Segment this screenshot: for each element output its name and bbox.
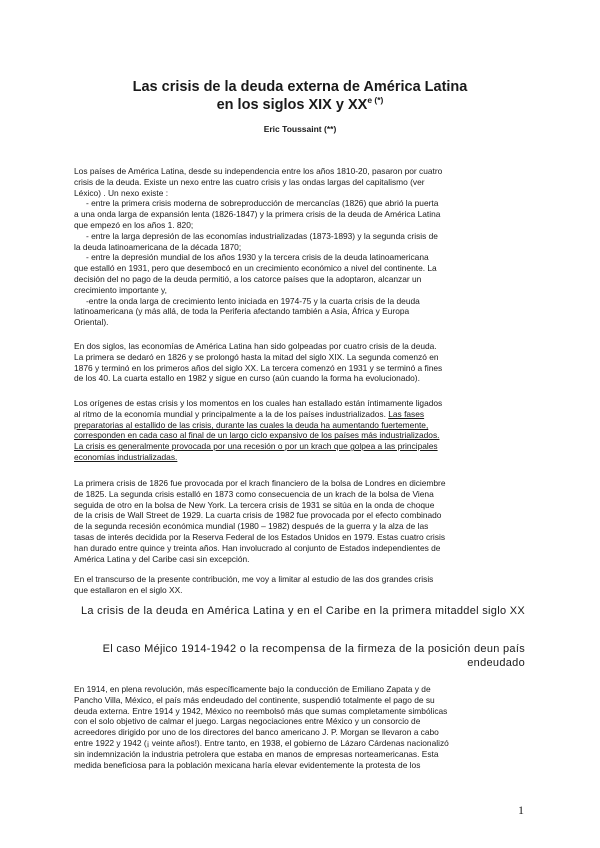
- text-line: decisión del no pago de la deuda permitió, a los catorce países que la adoptaron, alcanzar un: [74, 273, 422, 284]
- text-line: seguida de otro en la bolsa de New York. La tercera crisis de 1931 se sitúa en la onda de choque: [74, 499, 435, 510]
- text-line: -entre la onda larga de crecimiento lento iniciada en 1974-75 y la cuarta crisis de la deuda: [86, 295, 420, 306]
- text-line: - entre la primera crisis moderna de sobreproducción de mercancías (1826) que abrió la puerta: [86, 198, 439, 209]
- text-line: que estalló en 1931, pero que desembocó en un crecimiento económico a nivel del continente. La: [74, 263, 437, 274]
- text-line: El caso Méjico 1914-1942 o la recompensa de la firmeza de la posición de: [102, 643, 487, 655]
- title-superscript: e (*): [367, 95, 384, 106]
- text-line: la deuda latinoamericana de la década 1870;: [74, 241, 242, 252]
- title-line-2: [80, 96, 520, 114]
- text-line: con el solo objetivo de calmar el juego. Largas negociaciones entre México y un consorcio de: [74, 716, 421, 727]
- text-line: han durado entre quince y treinta años. Han involucrado al conjunto de Estados independientes de: [74, 542, 441, 553]
- text-line: entre 1922 y 1942 (¡ veinte años!). Entre tanto, en 1938, el gobierno de Lázaro Cárdenas nacionalizó: [74, 737, 449, 748]
- text-line: Los orígenes de estas crisis y los momentos en los cuales han estallado están íntimamente ligados: [74, 398, 443, 408]
- text-line: sin indemnización la industria petrolera que estaba en manos de empresas norteamericanas. Esta: [74, 748, 439, 759]
- underlined-text-line: economías industrializadas.: [74, 451, 178, 462]
- text-line: latinoamericana (y más allá, de toda la Periferia afectando también a Asia, África y Europa: [74, 306, 410, 317]
- text-line: La primera se dedaró en 1826 y se prolongó hasta la mitad del siglo XIX. La segunda comenzó en: [74, 351, 439, 362]
- paragraph-two-crises-overview: [74, 341, 525, 384]
- text-line: Léxico) . Un nexo existe :: [74, 187, 169, 198]
- text-line: En 1914, en plena revolución, más específicamente bajo la conducción de Emiliano Zapata y de: [74, 684, 431, 694]
- text-line: de la crisis de Wall Street de 1929. La cuarta crisis de 1982 fue provocada por el efecto combinado: [74, 510, 442, 521]
- text-line: crisis de la deuda. Existe un nexo entre las cuatro crisis y las ondas largas del capitalismo (ver: [74, 176, 425, 187]
- text-line: que empezó en los años 1. 820;: [74, 219, 194, 230]
- text-line: un país endeudado: [467, 643, 525, 669]
- title-line-1: Las crisis de la deuda externa de América Latina: [132, 79, 468, 95]
- text-line: Los países de América Latina, desde su independencia entre los años 1810-20, pasaron por cuatro: [74, 166, 443, 176]
- text-line: medida beneficiosa para la población mexicana haría elevar evidentemente la protesta de los: [74, 759, 421, 770]
- underlined-text: Las fases: [388, 408, 425, 419]
- title-line-2-text: en los siglos XIX y XX: [216, 97, 368, 113]
- text-line: 1876 y terminó en los primeros años del siglo XX. La tercera comenzó en 1931 y se terminó a fines: [74, 362, 443, 373]
- text-line: [74, 409, 525, 420]
- author-line: Eric Toussaint (**): [263, 124, 337, 134]
- text-line: deuda externa. Entre 1914 y 1942, México no reembolsó más que sumas completamente simbólicas: [74, 705, 448, 716]
- text-line: de la segunda recesión económica mundial (1980 – 1982) después de la guerra y la alza de las: [74, 521, 429, 532]
- text-line: de los 40. La cuarta estallo en 1982 y sigue en curso (aún cuando la forma ha evolucionado).: [74, 373, 420, 384]
- text-line: del siglo XX: [463, 605, 525, 617]
- text-line: En dos siglos, las economías de América Latina han sido golpeadas por cuatro crisis de la deuda.: [74, 341, 437, 351]
- paragraph-origins: [74, 398, 525, 463]
- text-line: crecimiento importante y,: [74, 284, 167, 295]
- text-line: a una onda larga de expansión lenta (1826-1847) y la primera crisis de la deuda de América Latina: [74, 209, 441, 220]
- paragraph-scope: [74, 574, 525, 596]
- text-line-plain: al ritmo de la economía mundial y principalmente a la de los países industrializados.: [74, 408, 386, 419]
- text-line: tasas de interés decidida por la Reserva Federal de los Estados Unidos en 1979. Estas cuatro crisis: [74, 531, 446, 542]
- text-line: acreedores dirigido por uno de los directores del banco americano J. P. Morgan se llevaron a cabo: [74, 727, 439, 738]
- page-number: 1: [518, 803, 524, 817]
- text-line: En el transcurso de la presente contribución, me voy a limitar al estudio de las dos grandes crisis: [74, 574, 434, 584]
- text-line: La crisis de la deuda en América Latina y en el Caribe en la primera mitad: [80, 605, 464, 617]
- underlined-text-line: La crisis es generalmente provocada por una recesión o por un krach que golpea a las principales: [74, 441, 438, 452]
- text-line: Pancho Villa, México, el país más endeudado del continente, suspendió totalmente el pago de su: [74, 694, 435, 705]
- underlined-text-line: corresponden en cada caso al final de un largo ciclo expansivo de los países más industrializados.: [74, 430, 440, 441]
- text-line: Oriental).: [74, 317, 109, 328]
- paragraph-crisis-triggers: [74, 478, 525, 564]
- document-title: [80, 78, 520, 114]
- text-line: que estallaron en el siglo XX.: [74, 584, 183, 595]
- underlined-text-line: preparatorias al estallido de las crisis, durante las cuales la deuda ha aumentando fuertemente,: [74, 419, 429, 430]
- section-heading-first-half-20th-century: [74, 605, 525, 619]
- text-line: - entre la depresión mundial de los años 1930 y la tercera crisis de la deuda latinoamericana: [86, 252, 429, 263]
- paragraph-mexico-1914: [74, 684, 525, 770]
- text-line: - entre la larga depresión de las economías industrializadas (1873-1893) y la segunda crisis de: [86, 230, 438, 241]
- intro-paragraph: [74, 166, 525, 328]
- section-heading-mexico-case: [74, 643, 525, 670]
- text-line: La primera crisis de 1826 fue provocada por el krach financiero de la bolsa de Londres en diciembre: [74, 478, 446, 488]
- text-line: América Latina y del Caribe casi sin excepción.: [74, 553, 250, 564]
- text-line: de 1825. La segunda crisis estalló en 1873 como consecuencia de un krach de la bolsa de Viena: [74, 488, 434, 499]
